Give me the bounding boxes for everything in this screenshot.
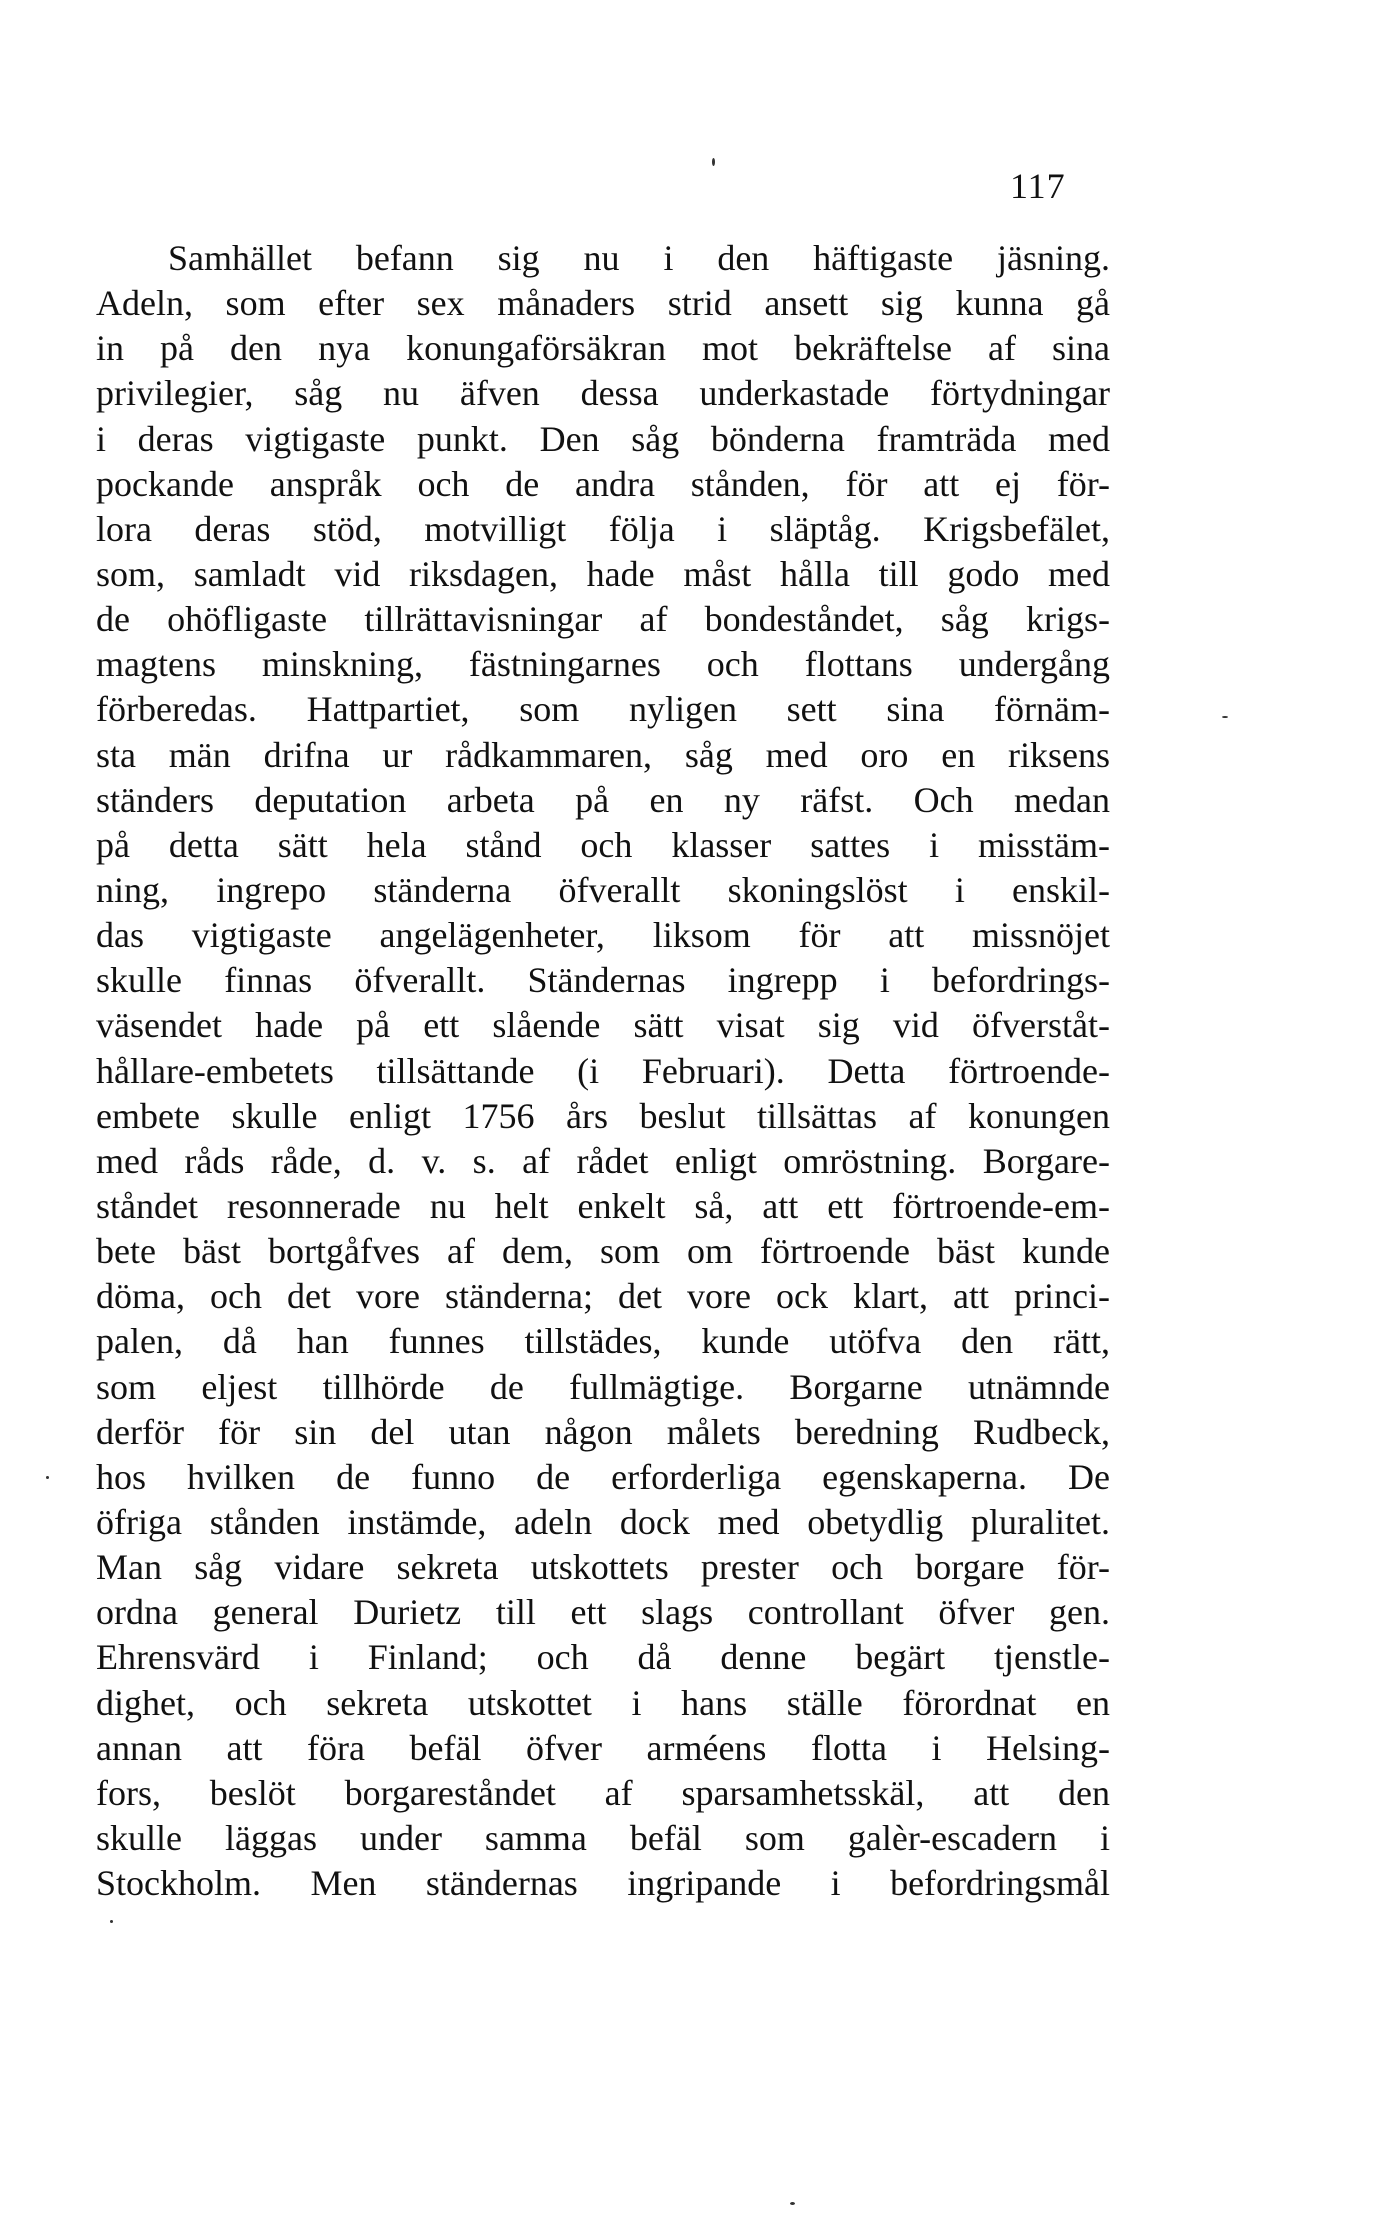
text-line: på detta sätt hela stånd och klasser sattes i misstäm- [96,824,1110,865]
text-line: annan att föra befäl öfver arméens flotta i Helsing- [96,1727,1110,1768]
text-line: hållare-embetets tillsättande (i Februari). Detta förtroende- [96,1050,1110,1091]
text-line: ståndet resonnerade nu helt enkelt så, att ett förtroende-em- [96,1185,1110,1226]
print-speck [712,158,715,166]
text-line: öfriga stånden instämde, adeln dock med obetydlig pluralitet. [96,1501,1110,1542]
text-line: lora deras stöd, motvilligt följa i släptåg. Krigsbefälet, [96,508,1110,549]
text-line: skulle läggas under samma befäl som galèr-escadern i [96,1817,1110,1858]
text-line: som, samladt vid riksdagen, hade måst hålla till godo med [96,553,1110,594]
text-line: ning, ingrepo ständerna öfverallt skoningslöst i enskil- [96,869,1110,910]
text-line: bete bäst bortgåfves af dem, som om förtroende bäst kunde [96,1231,1110,1272]
print-speck [790,2202,795,2205]
text-line: derför för sin del utan någon målets beredning Rudbeck, [96,1411,1110,1452]
text-line: dighet, och sekreta utskottet i hans ställe förordnat en [96,1682,1110,1723]
text-line: palen, då han funnes tillstädes, kunde utöfva den rätt, [96,1321,1110,1362]
print-speck [46,1476,49,1479]
text-line: fors, beslöt borgareståndet af sparsamhetsskäl, att den [96,1772,1110,1813]
text-line: das vigtigaste angelägenheter, liksom för att missnöjet [96,915,1110,956]
text-line: privilegier, såg nu äfven dessa underkastade förtydningar [96,373,1110,414]
text-line: med råds råde, d. v. s. af rådet enligt omröstning. Borgare- [96,1140,1110,1181]
text-line: Ehrensvärd i Finland; och då denne begärt tjenstle- [96,1637,1110,1678]
text-line: embete skulle enligt 1756 års beslut tillsättas af konungen [96,1095,1110,1136]
text-line: förberedas. Hattpartiet, som nyligen sett sina förnäm- [96,689,1110,730]
text-line: de ohöfligaste tillrättavisningar af bondeståndet, såg krigs- [96,599,1110,640]
text-line: ständers deputation arbeta på en ny räfst. Och medan [96,779,1110,820]
text-line: ordna general Durietz till ett slags controllant öfver gen. [96,1592,1110,1633]
text-line: sta män drifna ur rådkammaren, såg med oro en riksens [96,734,1110,775]
text-line: in på den nya konungaförsäkran mot bekräftelse af sina [96,328,1110,369]
body-text [96,236,1110,1906]
text-line: Stockholm. Men ständernas ingripande i befordringsmål [96,1863,1110,1904]
text-line: Adeln, som efter sex månaders strid ansett sig kunna gå [96,283,1110,324]
text-line: Man såg vidare sekreta utskottets prester och borgare för- [96,1547,1110,1588]
text-line: magtens minskning, fästningarnes och flottans undergång [96,644,1110,685]
print-speck [110,1920,113,1923]
text-line: Samhället befann sig nu i den häftigaste jäsning. [168,238,1110,278]
text-line: i deras vigtigaste punkt. Den såg bönderna framträda med [96,418,1110,459]
text-line: döma, och det vore ständerna; det vore ock klart, att princi- [96,1276,1110,1317]
print-speck [1222,716,1228,718]
text-line: hos hvilken de funno de erforderliga egenskaperna. De [96,1456,1110,1497]
text-line: väsendet hade på ett slående sätt visat sig vid öfverståt- [96,1005,1110,1046]
page-number: 117 [1010,166,1066,206]
text-line: skulle finnas öfverallt. Ständernas ingrepp i befordrings- [96,960,1110,1001]
text-line: som eljest tillhörde de fullmägtige. Borgarne utnämnde [96,1366,1110,1407]
text-line: pockande anspråk och de andra stånden, för att ej för- [96,463,1110,504]
